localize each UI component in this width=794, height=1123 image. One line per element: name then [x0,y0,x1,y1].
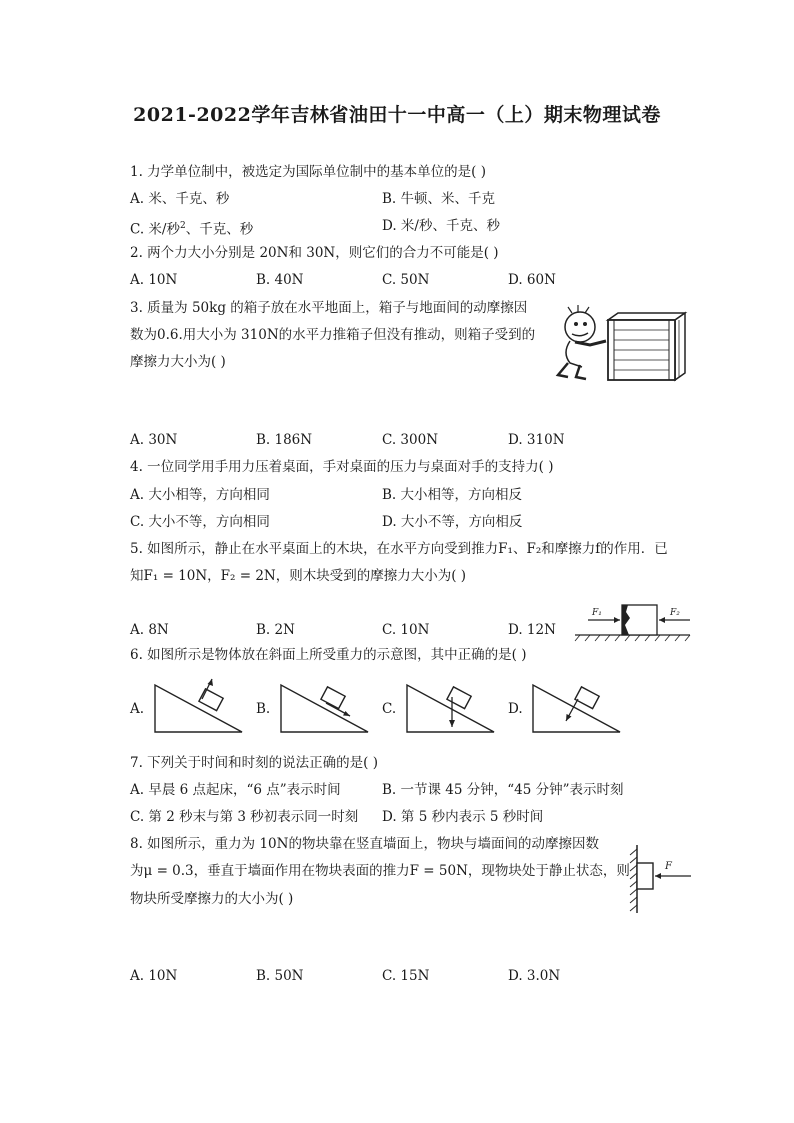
question-7-option-d: D. 第 5 秒内表示 5 秒时间 [382,809,544,825]
force-f-label: F [665,861,672,872]
question-3-option-d: D. 310N [508,432,565,448]
incline-diagram-d [530,675,625,735]
question-8-line-1: 8. 如图所示，重力为 10N的物块靠在竖直墙面上，物块与墙面间的动摩擦因数 [130,836,599,852]
option-c-superscript: 2 [179,221,186,231]
question-6-option-d: D. [508,701,523,717]
incline-diagram-a [152,675,247,735]
question-7-stem: 7. 下列关于时间和时刻的说法正确的是( ) [130,755,378,771]
question-8-option-a: A. 10N [130,968,178,984]
question-4-option-a: A. 大小相等，方向相同 [130,487,270,503]
question-5-option-a: A. 8N [130,622,169,638]
question-6-stem: 6. 如图所示是物体放在斜面上所受重力的示意图，其中正确的是( ) [130,647,527,663]
question-2-option-c: C. 50N [382,272,430,288]
question-4-option-b: B. 大小相等，方向相反 [382,487,523,503]
question-3-line-1: 3. 质量为 50kg 的箱子放在水平地面上，箱子与地面间的动摩擦因 [130,300,528,316]
incline-diagram-c [404,675,499,735]
option-c-suffix: 、千克、秒 [185,221,254,238]
question-5-line-2: 知F₁ = 10N，F₂ = 2N，则木块受到的摩擦力大小为( ) [130,568,467,584]
box-push-illustration [550,305,690,385]
question-5-option-d: D. 12N [508,622,556,638]
question-3-line-3: 摩擦力大小为( ) [130,354,226,370]
question-2-option-d: D. 60N [508,272,556,288]
question-2-option-a: A. 10N [130,272,178,288]
question-8-option-c: C. 15N [382,968,430,984]
question-3-option-c: C. 300N [382,432,439,448]
question-8-option-b: B. 50N [256,968,304,984]
question-6-option-c: C. [382,701,397,717]
question-3-line-2: 数为0.6.用大小为 310N的水平力推箱子但没有推动，则箱子受到的 [130,327,536,343]
question-1-option-b: B. 牛顿、米、千克 [382,191,496,207]
question-5-option-b: B. 2N [256,622,295,638]
question-4-stem: 4. 一位同学用手用力压着桌面，手对桌面的压力与桌面对手的支持力( ) [130,459,554,475]
question-4-option-d: D. 大小不等，方向相反 [382,514,523,530]
question-1-option-d: D. 米/秒、千克、秒 [382,218,500,234]
question-8-line-3: 物块所受摩擦力的大小为( ) [130,891,294,907]
question-5-option-c: C. 10N [382,622,430,638]
person-pushing-icon [558,305,606,379]
f1-label: F₁ [592,608,602,618]
question-2-stem: 2. 两个力大小分别是 20N和 30N，则它们的合力不可能是( ) [130,245,499,261]
question-1-option-a: A. 米、千克、秒 [130,191,230,207]
question-3-option-b: B. 186N [256,432,313,448]
question-8-line-2: 为μ = 0.3，垂直于墙面作用在物块表面的推力F = 50N，现物块处于静止状态，则 [130,863,630,879]
question-2-option-b: B. 40N [256,272,304,288]
question-6-option-a: A. [130,701,145,717]
block-forces-diagram [570,600,695,645]
question-7-option-a: A. 早晨 6 点起床，“6 点”表示时间 [130,782,341,798]
page-title: 2021-2022学年吉林省油田十一中高一（上）期末物理试卷 [133,104,661,126]
crate-icon [608,313,685,380]
question-7-option-b: B. 一节课 45 分钟，“45 分钟”表示时刻 [382,782,624,798]
question-8-option-d: D. 3.0N [508,968,561,984]
question-3-option-a: A. 30N [130,432,178,448]
wall-block-diagram [625,843,695,915]
question-6-option-b: B. [256,701,271,717]
question-7-option-c: C. 第 2 秒末与第 3 秒初表示同一时刻 [130,809,359,825]
question-4-option-c: C. 大小不等，方向相同 [130,514,270,530]
question-1-stem: 1. 力学单位制中，被选定为国际单位制中的基本单位的是( ) [130,164,486,180]
incline-diagram-b [278,675,373,735]
question-1-option-c [130,217,253,239]
question-5-line-1: 5. 如图所示，静止在水平桌面上的木块，在水平方向受到推力F₁、F₂和摩擦力f的作用．已 [130,541,668,557]
f2-label: F₂ [670,608,680,618]
option-c-prefix: C. 米/秒 [130,221,180,238]
